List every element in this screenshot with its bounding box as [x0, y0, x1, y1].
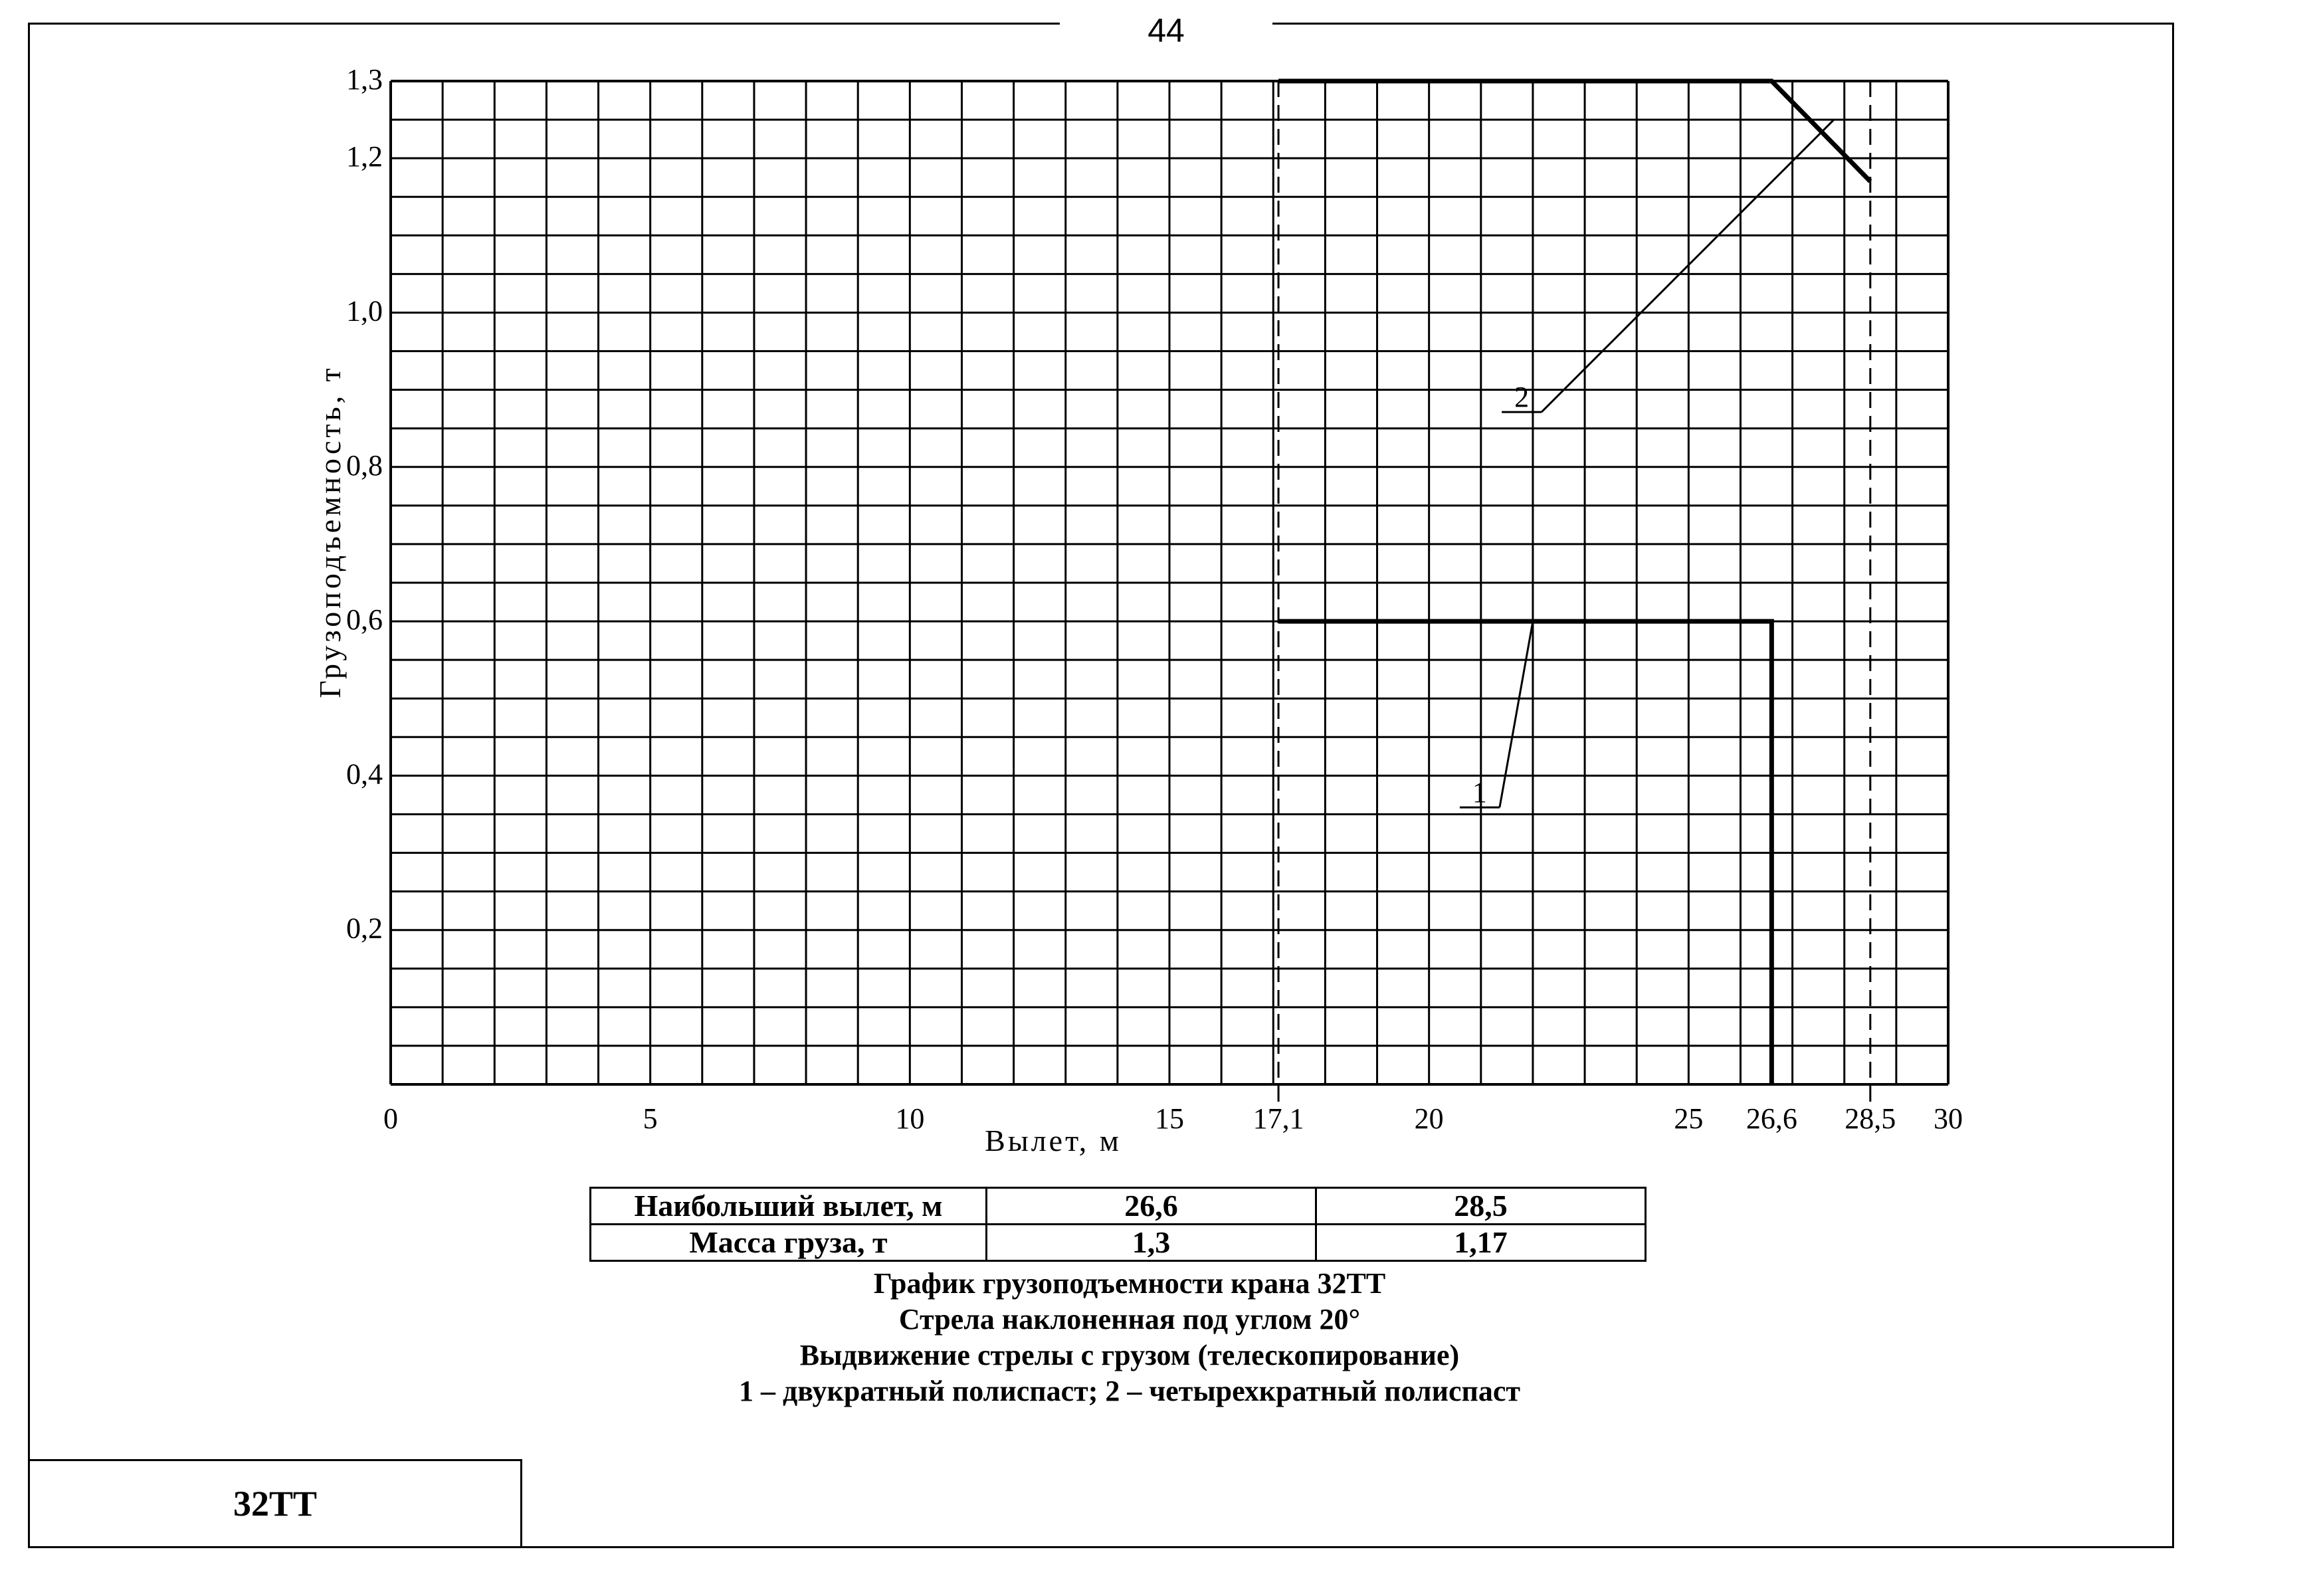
x-tick-label: 28,5	[1845, 1102, 1896, 1135]
table-cell: 28,5	[1316, 1188, 1646, 1225]
table-row-header: Наибольший вылет, м	[591, 1188, 987, 1225]
x-tick-label: 17,1	[1252, 1102, 1304, 1135]
table-cell: 1,3	[987, 1225, 1316, 1261]
y-tick-label: 1,3	[346, 63, 383, 96]
chart-caption	[465, 1266, 1794, 1409]
y-tick-label: 1,2	[346, 140, 383, 173]
x-tick-label: 25	[1674, 1102, 1704, 1135]
tick-labels	[346, 63, 1963, 1135]
x-tick-label: 26,6	[1746, 1102, 1797, 1135]
caption-title: График грузоподъемности крана 32ТТ	[873, 1267, 1386, 1300]
x-tick-label: 30	[1934, 1102, 1963, 1135]
caption-line: Выдвижение стрелы с грузом (телескопирование)	[799, 1339, 1460, 1371]
y-tick-label: 1,0	[346, 294, 383, 328]
callout-label: 2	[1514, 381, 1530, 414]
y-tick-label: 0,2	[346, 912, 383, 945]
caption-legend: 1 – двукратный полиспаст; 2 – четырехкратный полиспаст	[739, 1375, 1520, 1407]
x-tick-label: 10	[895, 1102, 925, 1135]
model-label: 32ТТ	[28, 1459, 522, 1548]
series-line-2	[1278, 81, 1870, 181]
y-tick-label: 0,8	[346, 449, 383, 482]
y-tick-label: 0,6	[346, 603, 383, 637]
x-tick-label: 15	[1155, 1102, 1184, 1135]
page-number: 44	[1060, 4, 1272, 57]
chart-grid	[391, 81, 1948, 1084]
callout-leader	[1500, 621, 1533, 807]
x-tick-label: 5	[643, 1102, 658, 1135]
caption-line: Стрела наклоненная под углом 20°	[898, 1303, 1361, 1336]
table-row	[591, 1188, 1646, 1225]
x-tick-label: 20	[1414, 1102, 1444, 1135]
table-cell: 1,17	[1316, 1225, 1646, 1261]
x-tick-label: 0	[383, 1102, 398, 1135]
table-cell: 26,6	[987, 1188, 1316, 1225]
callout-label: 1	[1472, 776, 1487, 809]
table-row-header: Масса груза, т	[591, 1225, 987, 1261]
x-axis-label: Вылет, м	[985, 1124, 1122, 1157]
y-axis-label: Грузоподъемность, т	[313, 365, 347, 698]
data-table	[589, 1187, 1647, 1262]
y-tick-label: 0,4	[346, 757, 383, 791]
callouts	[1460, 120, 1834, 809]
table-row	[591, 1225, 1646, 1261]
